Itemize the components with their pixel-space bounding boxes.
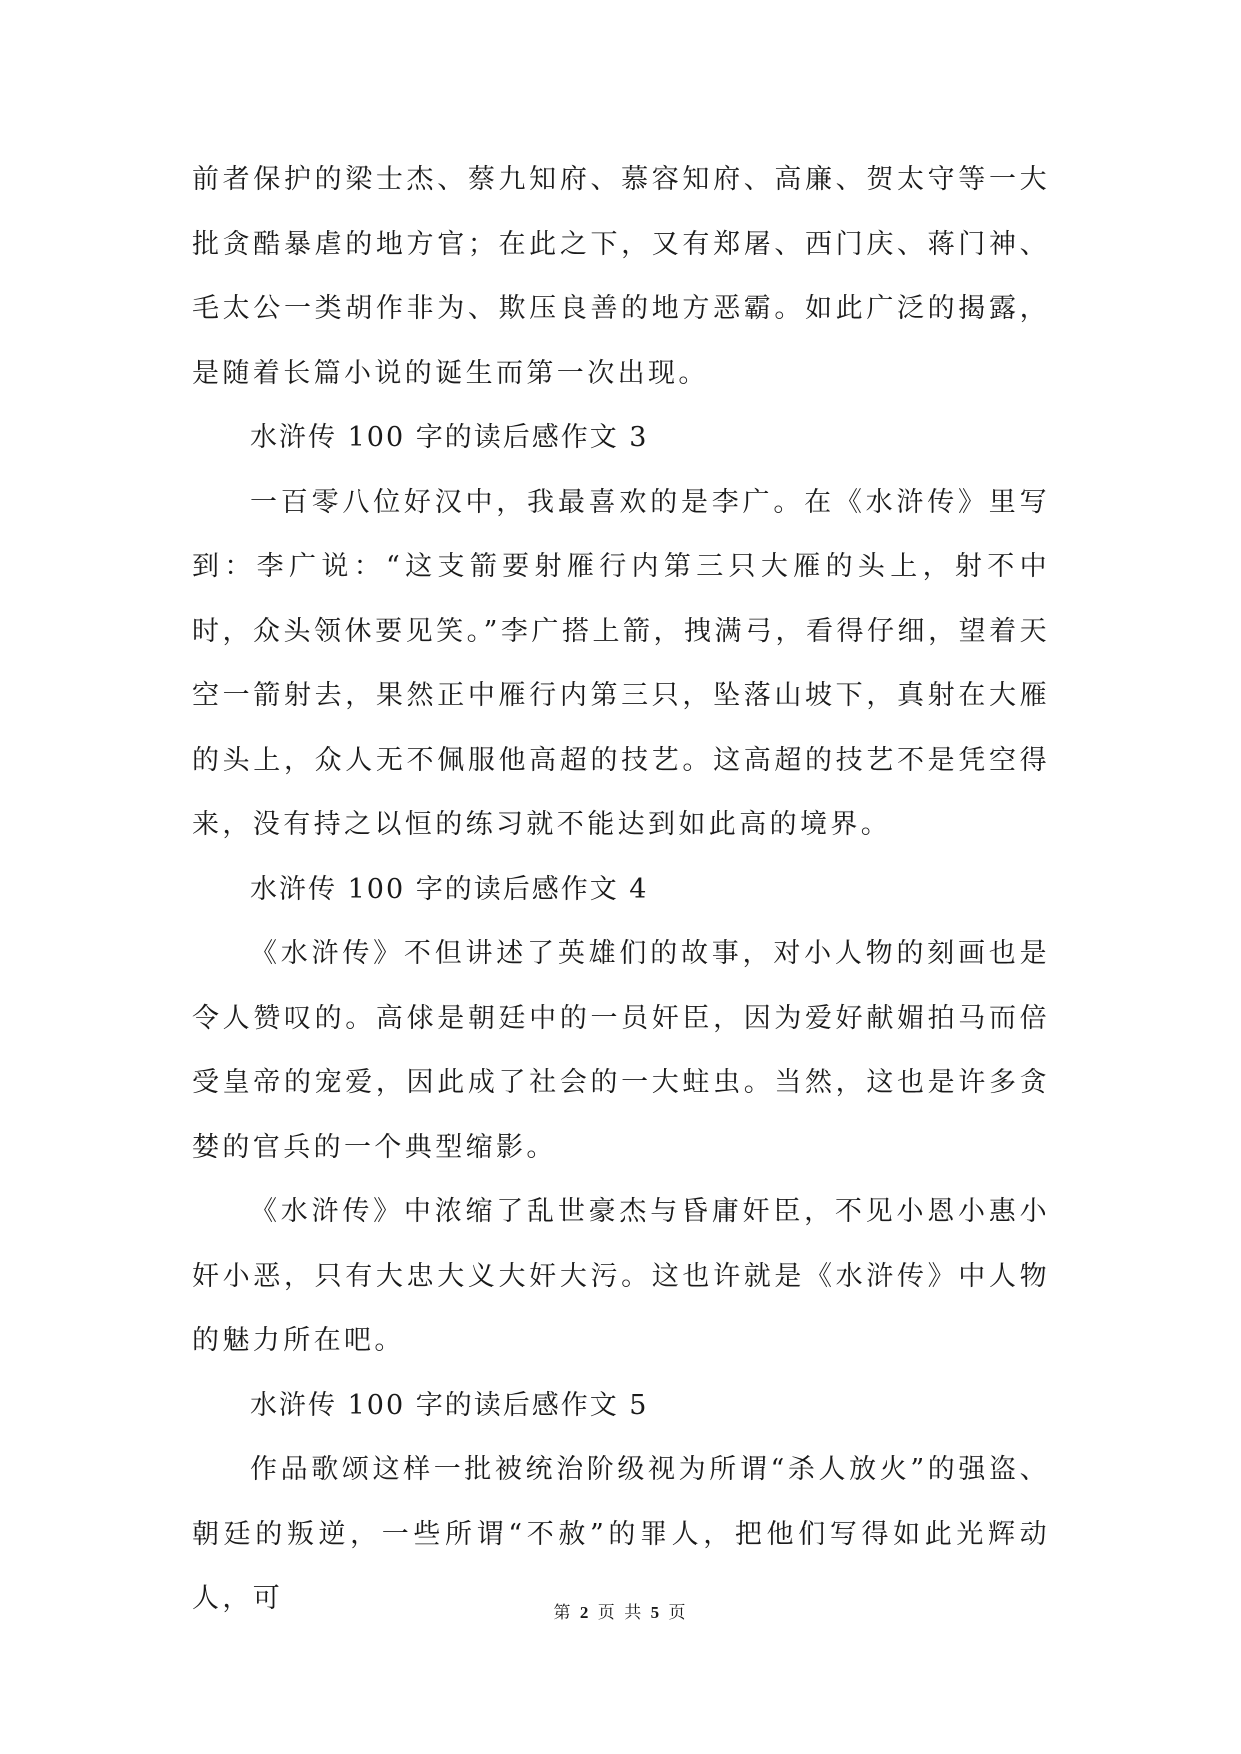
footer-current-page: 2 <box>579 1603 591 1622</box>
paragraph-5: 作品歌颂这样一批被统治阶级视为所谓“杀人放火”的强盗、朝廷的叛逆，一些所谓“不赦”的罪人，把他们写得如此光辉动人，可 <box>192 1454 1050 1614</box>
paragraph-2: 一百零八位好汉中，我最喜欢的是李广。在《水浒传》里写到：李广说：“这支箭要射雁行内第三只大雁的头上，射不中时，众头领休要见笑。”李广搭上箭，拽满弓，看得仔细，望着天空一箭射去，果然正中雁行内第三只，坠落山坡下，真射在大雁的头上，众人无不佩服他高超的技艺。这高超的技艺不是凭空得来，没有持之以恒的练习就不能达到如此高的境界。 <box>192 486 1050 840</box>
page-content <box>192 148 1050 1632</box>
page-footer <box>0 1601 1241 1625</box>
section-heading-5: 水浒传 100 字的读后感作文 5 <box>250 1389 649 1421</box>
paragraph-1: 前者保护的梁士杰、蔡九知府、慕容知府、高廉、贺太守等一大批贪酷暴虐的地方官；在此之下，又有郑屠、西门庆、蒋门神、毛太公一类胡作非为、欺压良善的地方恶霸。如此广泛的揭露，是随着长篇小说的诞生而第一次出现。 <box>192 164 1050 389</box>
section-heading-3: 水浒传 100 字的读后感作文 3 <box>250 422 649 453</box>
footer-middle: 页 共 <box>597 1603 644 1623</box>
footer-suffix: 页 <box>668 1603 688 1623</box>
section-heading-4: 水浒传 100 字的读后感作文 4 <box>250 873 649 905</box>
paragraph-3: 《水浒传》不但讲述了英雄们的故事，对小人物的刻画也是令人赞叹的。高俅是朝廷中的一员奸臣，因为爱好献媚拍马而倍受皇帝的宠爱，因此成了社会的一大蛀虫。当然，这也是许多贪婪的官兵的一个典型缩影。 <box>192 938 1050 1163</box>
footer-prefix: 第 <box>553 1603 573 1623</box>
paragraph-4: 《水浒传》中浓缩了乱世豪杰与昏庸奸臣，不见小恩小惠小奸小恶，只有大忠大义大奸大污。这也许就是《水浒传》中人物的魅力所在吧。 <box>192 1196 1050 1356</box>
footer-total-pages: 5 <box>650 1603 662 1622</box>
